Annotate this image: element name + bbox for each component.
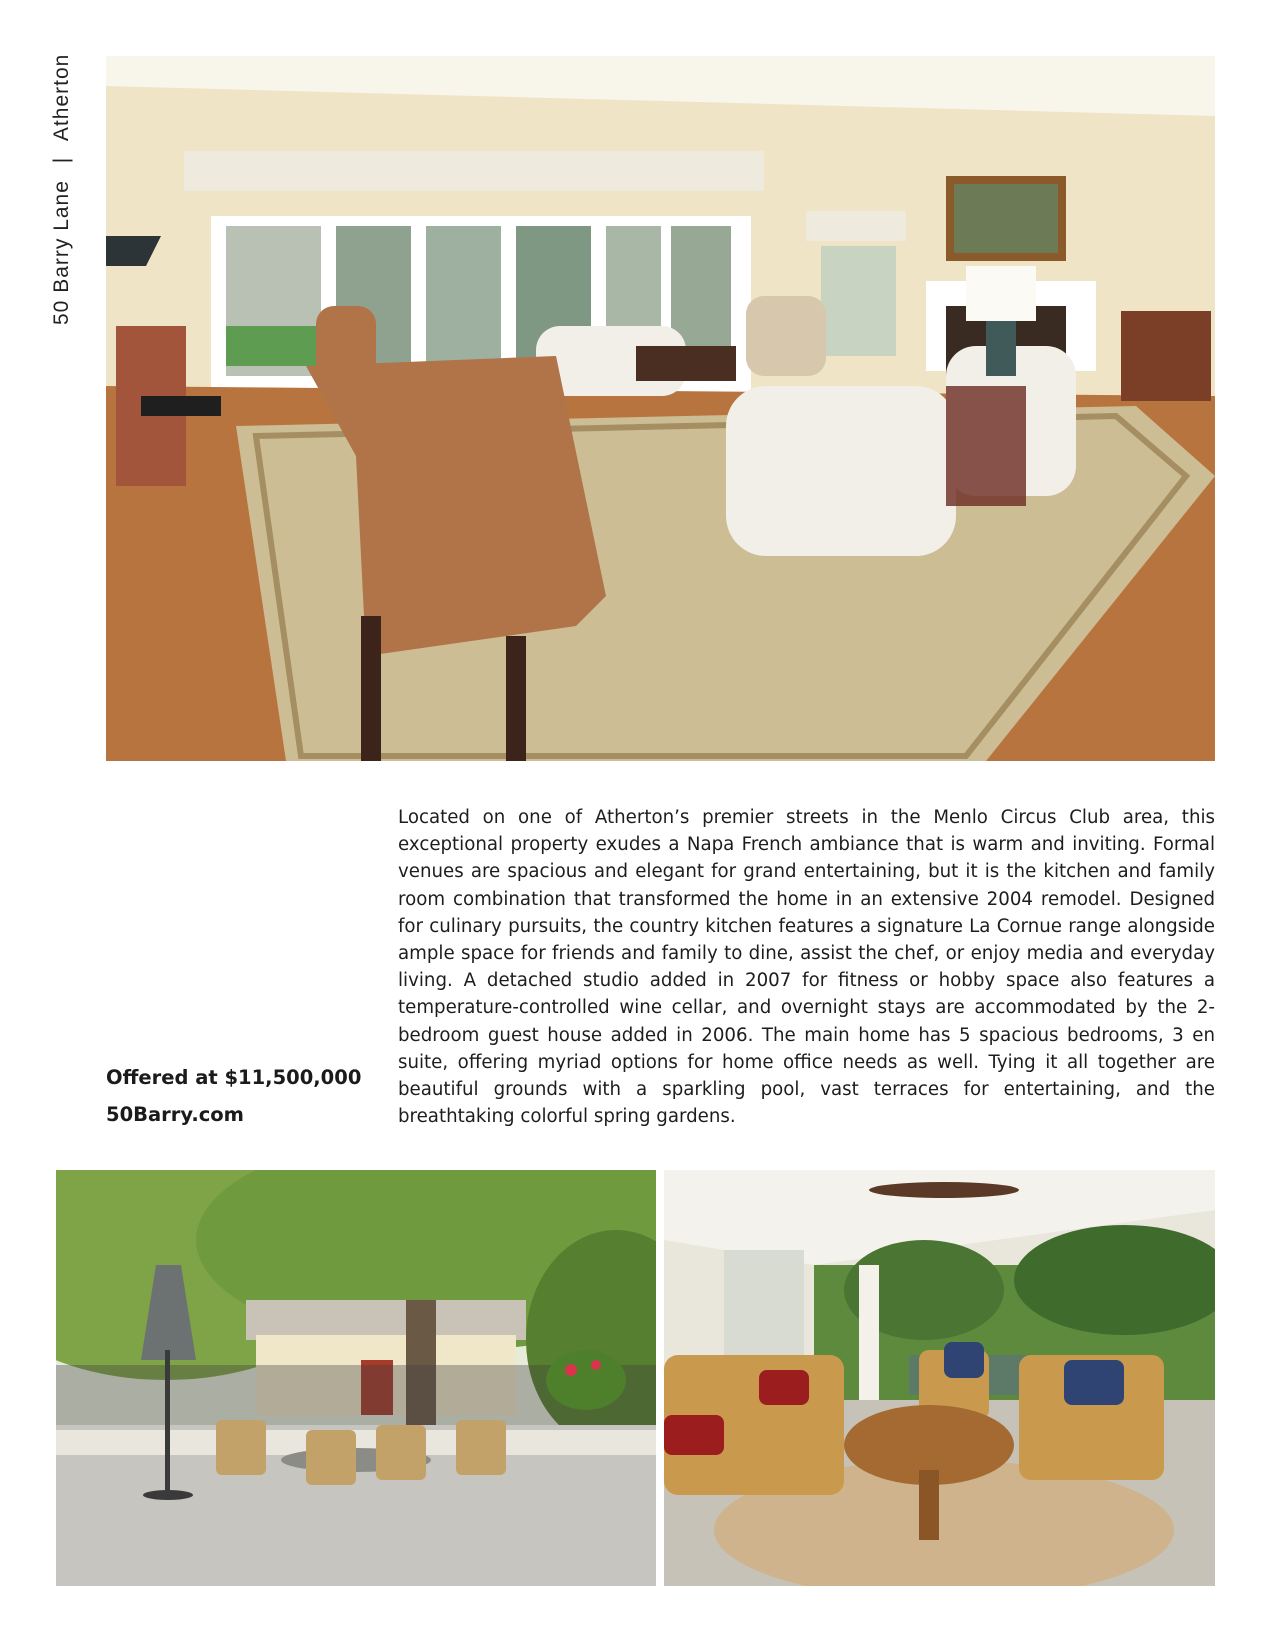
address-label: 50 Barry Lane	[50, 180, 73, 325]
property-description: Located on one of Atherton’s premier streets in the Menlo Circus Club area, this exceptional property exudes a Napa French ambiance that is warm and inviting. Formal venues are spacious and elegant for grand entertaining, but it is the kitchen and family room combination that transformed the home in an extensive 2004 remodel. Designed for culinary pursuits, the country kitchen features a signature La Cornue range alongside ample space for friends and family to dine, assist the chef, or enjoy media and everyday living. A detached studio added in 2007 for fitness or hobby space also features a temperature-controlled wine cellar, and overnight stays are accommodated by the 2-bedroom guest house added in 2006. The main home has 5 spacious bedrooms, 3 en suite, offering myriad options for home office needs as well. Tying it all together are beautiful grounds with a sparkling pool, vast terraces for entertaining, and the breathtaking colorful spring gardens.	[398, 807, 1215, 1128]
patio-photo	[56, 1170, 656, 1586]
label-separator: |	[50, 156, 73, 164]
loggia-photo	[664, 1170, 1215, 1586]
city-label: Atherton	[50, 53, 73, 142]
living-room-photo	[106, 56, 1215, 761]
price-label: Offered at $11,500,000	[106, 1066, 362, 1089]
website-link[interactable]: 50Barry.com	[106, 1103, 244, 1126]
side-label	[50, 54, 74, 325]
